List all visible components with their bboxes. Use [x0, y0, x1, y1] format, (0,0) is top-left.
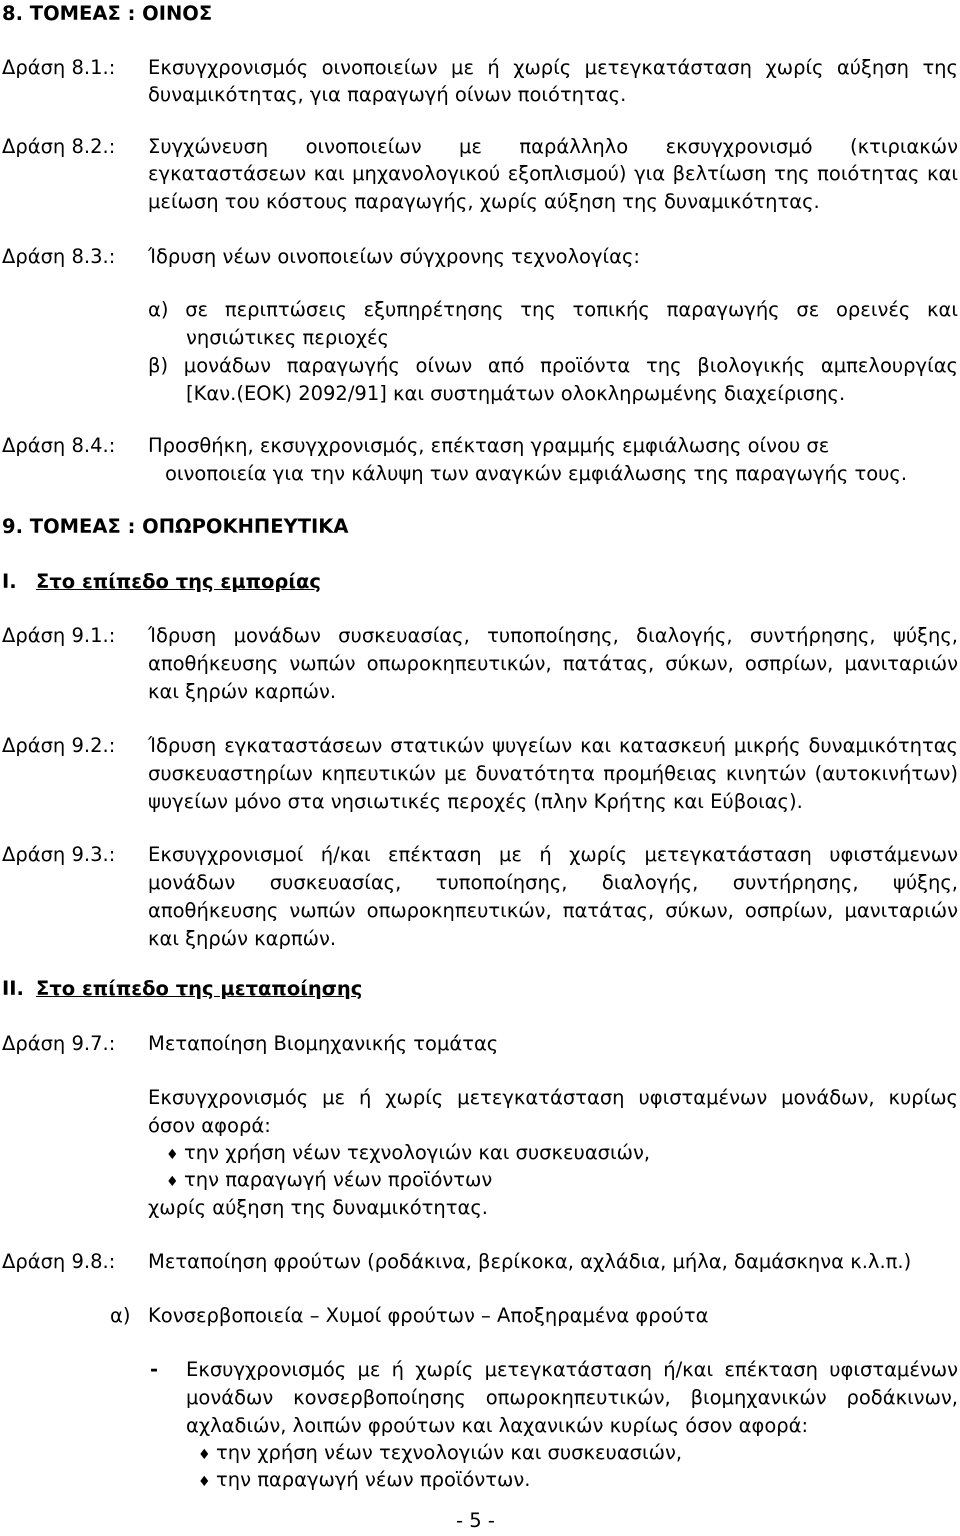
- action-9-7-para-line-2: όσον αφορά:: [148, 1114, 271, 1137]
- action-9-1-label: Δράση 9.1.:: [2, 624, 116, 647]
- action-8-4-label: Δράση 8.4.:: [2, 434, 116, 457]
- action-8-1-line-1: Εκσυγχρονισμός οινοποιείων με ή χωρίς μετεγκατάσταση χωρίς αύξηση της: [148, 56, 958, 79]
- action-9-8-item-a-label: α): [110, 1304, 131, 1327]
- dash-marker: -: [150, 1358, 159, 1381]
- action-9-7-bullet-2-text: την παραγωγή νέων προϊόντων: [184, 1168, 493, 1191]
- diamond-bullet-icon: ♦: [166, 1147, 179, 1163]
- diamond-bullet-icon: ♦: [166, 1174, 179, 1190]
- action-9-2-label: Δράση 9.2.:: [2, 734, 116, 757]
- page-number: - 5 -: [456, 1509, 495, 1532]
- action-8-2-label: Δράση 8.2.:: [2, 135, 116, 158]
- action-9-8-bullet-1: [198, 1441, 682, 1464]
- section-8-heading: 8. ΤΟΜΕΑΣ : ΟΙΝΟΣ: [2, 2, 213, 25]
- action-9-3-label: Δράση 9.3.:: [2, 843, 116, 866]
- action-9-7-label: Δράση 9.7.:: [2, 1032, 116, 1055]
- action-8-3-line-1: Ίδρυση νέων οινοποιείων σύγχρονης τεχνολογίας:: [148, 245, 640, 268]
- action-8-2-line-2: εγκαταστάσεων και μηχανολογικού εξοπλισμού) για βελτίωση της ποιότητας και: [148, 162, 958, 185]
- subsection-2-number: ΙΙ.: [2, 977, 24, 1000]
- action-8-3-label: Δράση 8.3.:: [2, 245, 116, 268]
- action-9-8-line-1: Μεταποίηση φρούτων (ροδάκινα, βερίκοκα, αχλάδια, μήλα, δαμάσκηνα κ.λ.π.): [148, 1250, 912, 1273]
- action-9-7-bullet-1: [166, 1141, 650, 1164]
- action-9-7-bullet-2: [166, 1168, 492, 1191]
- action-9-1-line-3: και ξηρών καρπών.: [148, 680, 337, 703]
- action-8-4-line-2: οινοποιεία για την κάλυψη των αναγκών εμφιάλωσης της παραγωγής τους.: [165, 462, 908, 485]
- action-9-8-bullet-1-text: την χρήση νέων τεχνολογιών και συσκευασιών,: [216, 1441, 683, 1464]
- section-9-heading: 9. ΤΟΜΕΑΣ : ΟΠΩΡΟΚΗΠΕΥΤΙΚΑ: [2, 515, 349, 538]
- action-8-3-item-b-line-1: β) μονάδων παραγωγής οίνων από προϊόντα της βιολογικής αμπελουργίας: [148, 354, 958, 377]
- action-8-3-item-a-line-2: νησιώτικες περιοχές: [186, 326, 389, 349]
- diamond-bullet-icon: ♦: [198, 1447, 211, 1463]
- action-9-8-label: Δράση 9.8.:: [2, 1250, 116, 1273]
- action-9-3-line-2: μονάδων συσκευασίας, τυποποίησης, διαλογής, συντήρησης, ψύξης,: [148, 871, 958, 894]
- diamond-bullet-icon: ♦: [198, 1474, 211, 1490]
- action-9-3-line-4: και ξηρών καρπών.: [148, 927, 337, 950]
- action-8-4-line-1: Προσθήκη, εκσυγχρονισμός, επέκταση γραμμής εμφιάλωσης οίνου σε: [148, 434, 830, 457]
- action-9-7-bullet-1-text: την χρήση νέων τεχνολογιών και συσκευασιών,: [184, 1141, 651, 1164]
- action-9-3-line-1: Εκσυγχρονισμοί ή/και επέκταση με ή χωρίς μετεγκατάσταση υφιστάμενων: [148, 843, 958, 866]
- action-9-8-dash-line-3: αχλαδιών, λοιπών φρούτων και λαχανικών κυρίως όσον αφορά:: [186, 1414, 809, 1437]
- action-9-2-line-3: ψυγείων μόνο στα νησιωτικές περοχές (πλην Κρήτης και Εύβοιας).: [148, 790, 803, 813]
- action-9-7-line-1: Μεταποίηση Βιομηχανικής τομάτας: [148, 1032, 499, 1055]
- subsection-2-title: Στο επίπεδο της μεταποίησης: [36, 977, 363, 1000]
- action-9-7-para-line-3: χωρίς αύξηση της δυναμικότητας.: [148, 1196, 488, 1219]
- action-8-2-line-3: μείωση του κόστους παραγωγής, χωρίς αύξηση της δυναμικότητας.: [148, 190, 820, 213]
- subsection-1-number: Ι.: [2, 570, 17, 593]
- action-9-8-dash-line-1: Εκσυγχρονισμός με ή χωρίς μετεγκατάσταση ή/και επέκταση υφισταμένων: [186, 1358, 958, 1381]
- action-9-7-para-line-1: Εκσυγχρονισμός με ή χωρίς μετεγκατάσταση υφισταμένων μονάδων, κυρίως: [148, 1086, 958, 1109]
- action-9-8-item-a-text: Κονσερβοποιεία – Χυμοί φρούτων – Αποξηραμένα φρούτα: [148, 1304, 709, 1327]
- action-9-8-bullet-2-text: την παραγωγή νέων προϊόντων.: [216, 1468, 531, 1491]
- subsection-1-title: Στο επίπεδο της εμπορίας: [36, 570, 321, 593]
- action-9-8-bullet-2: [198, 1468, 530, 1491]
- action-8-3-item-a-line-1: α) σε περιπτώσεις εξυπηρέτησης της τοπικής παραγωγής σε ορεινές και: [148, 298, 958, 321]
- action-9-2-line-2: συσκευαστηρίων κηπευτικών με δυνατότητα προμήθειας κινητών (αυτοκινήτων): [148, 762, 958, 785]
- action-9-8-dash-line-2: μονάδων κονσερβοποίησης οπωροκηπευτικών, βιομηχανικών ροδάκινων,: [186, 1386, 958, 1409]
- action-8-1-line-2: δυναμικότητας, για παραγωγή οίνων ποιότητας.: [148, 83, 627, 106]
- action-9-3-line-3: αποθήκευσης νωπών οπωροκηπευτικών, πατάτας, σύκων, οσπρίων, μανιταριών: [148, 899, 958, 922]
- action-8-2-line-1: Συγχώνευση οινοποιείων με παράλληλο εκσυγχρονισμό (κτιριακών: [148, 135, 958, 158]
- action-8-3-item-b-line-2: [Καν.(ΕΟΚ) 2092/91] και συστημάτων ολοκληρωμένης διαχείρισης.: [186, 382, 846, 405]
- action-8-1-label: Δράση 8.1.:: [2, 56, 116, 79]
- action-9-1-line-2: αποθήκευσης νωπών οπωροκηπευτικών, πατάτας, σύκων, οσπρίων, μανιταριών: [148, 652, 958, 675]
- action-9-1-line-1: Ίδρυση μονάδων συσκευασίας, τυποποίησης, διαλογής, συντήρησης, ψύξης,: [148, 624, 958, 647]
- action-9-2-line-1: Ίδρυση εγκαταστάσεων στατικών ψυγείων και κατασκευή μικρής δυναμικότητας: [148, 734, 958, 757]
